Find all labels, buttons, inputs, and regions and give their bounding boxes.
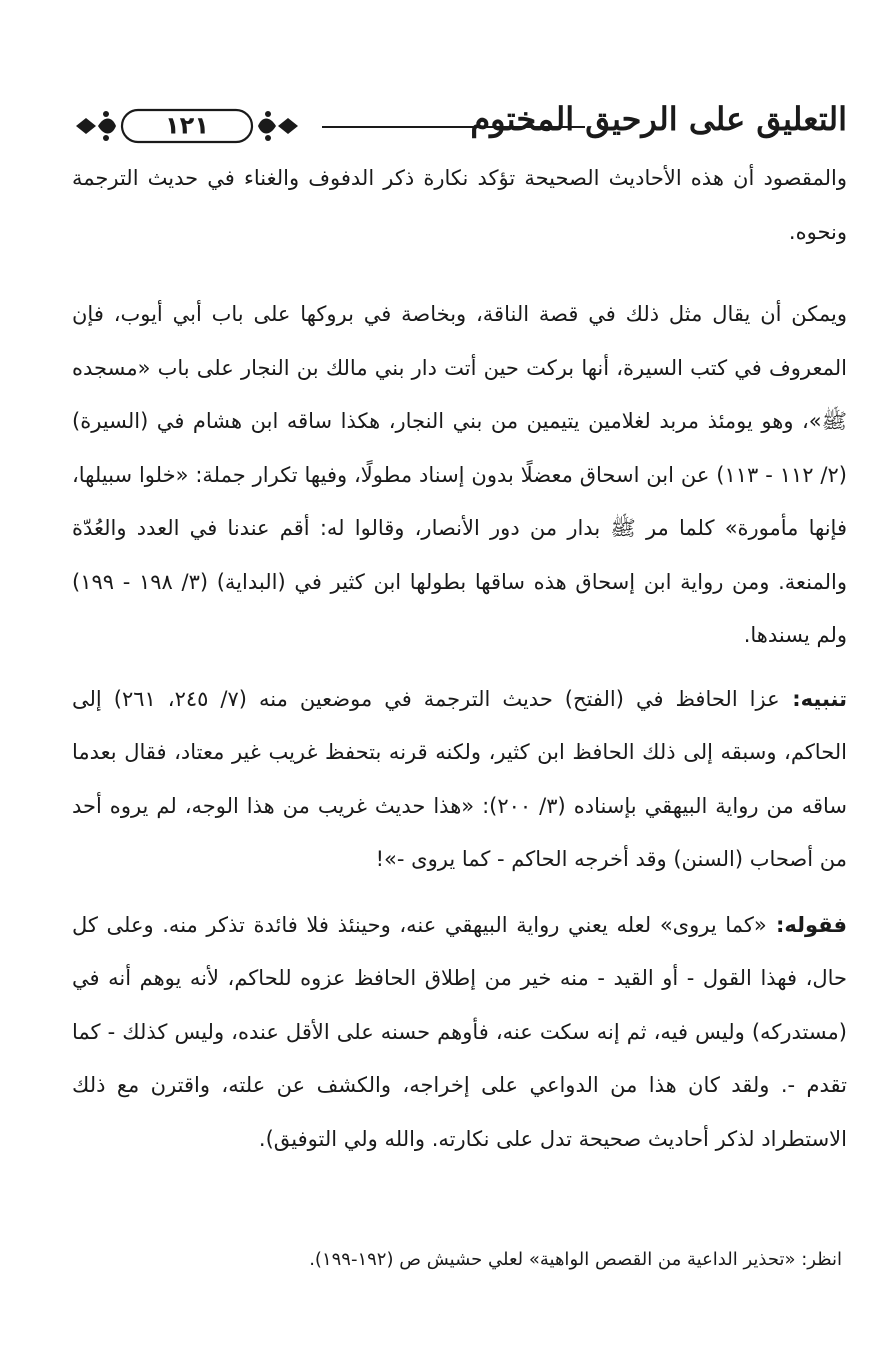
header-rule <box>322 126 585 128</box>
paragraph <box>72 288 847 663</box>
paragraph-text: «كما يروى» لعله يعني رواية البيهقي عنه، وحينئذ فلا فائدة تذكر منه. وعلى كل حال، فهذا القول - أو القيد - منه خير من إطلاق الحافظ عزوه للحاكم، لأنه يوهم أنه في (مستدركه) وليس فيه، ثم إنه سكت عنه، فأوهم حسنه على الأقل عنده، وليس كذلك - كما تقدم -. ولقد كان هذا من الدواعي على إخراجه، والكشف عن علته، واقترن مع ذلك الاستطراد لذكر أحاديث صحيحة تدل على نكارته. والله ولي التوفيق). <box>72 912 847 1151</box>
footnote: انظر: «تحذير الداعية من القصص الواهية» لعلي حشيش ص (١٩٢-١٩٩). <box>309 1249 842 1270</box>
paragraph-text: والمقصود أن هذه الأحاديث الصحيحة تؤكد نكارة ذكر الدفوف والغناء في حديث الترجمة ونحوه. <box>72 166 847 244</box>
paragraph-text: ويمكن أن يقال مثل ذلك في قصة الناقة، وبخاصة في بروكها على باب أبي أيوب، فإن المعروف في كتب السيرة، أنها بركت حين أتت دار بني مالك بن النجار على باب «مسجده ﷺ»، وهو يومئذ مربد لغلامين يتيمين من بني النجار، هكذا ساقه ابن هشام في (السيرة) (٢/ ١١٢ - ١١٣) عن ابن اسحاق معضلًا بدون إسناد مطولًا، وفيها تكرار جملة: «خلوا سبيلها، فإنها مأمورة» كلما مر ﷺ بدار من دور الأنصار، وقالوا له: أقم عندنا في العدد والعُدّة والمنعة. ومن رواية ابن إسحاق هذه ساقها بطولها ابن كثير في (البداية) (٣/ ١٩٨ - ١٩٩) ولم يسندها. <box>72 302 847 647</box>
paragraph <box>72 152 847 259</box>
paragraph <box>72 673 847 887</box>
page-number: ١٢١ <box>165 111 209 140</box>
note-heading: تنبيه: <box>779 686 848 711</box>
body-text <box>72 152 847 1166</box>
paragraph-text: عزا الحافظ في (الفتح) حديث الترجمة في موضعين منه (٧/ ٢٤٥، ٢٦١) إلى الحاكم، وسبقه إلى ذلك الحافظ ابن كثير، ولكنه قرنه بتحفظ غريب غير معتاد، فقال بعدما ساقه من رواية البيهقي بإسناده (٣/ ٢٠٠): «هذا حديث غريب من هذا الوجه، لم يروه أحد من أصحاب (السنن) وقد أخرجه الحاكم - كما يروى -»! <box>72 686 847 871</box>
page-number-ornament <box>72 106 302 146</box>
paragraph <box>72 899 847 1167</box>
book-title: التعليق على الرحيق المختوم <box>470 100 847 138</box>
note-heading: فقوله: <box>766 912 847 937</box>
running-header <box>72 100 847 152</box>
